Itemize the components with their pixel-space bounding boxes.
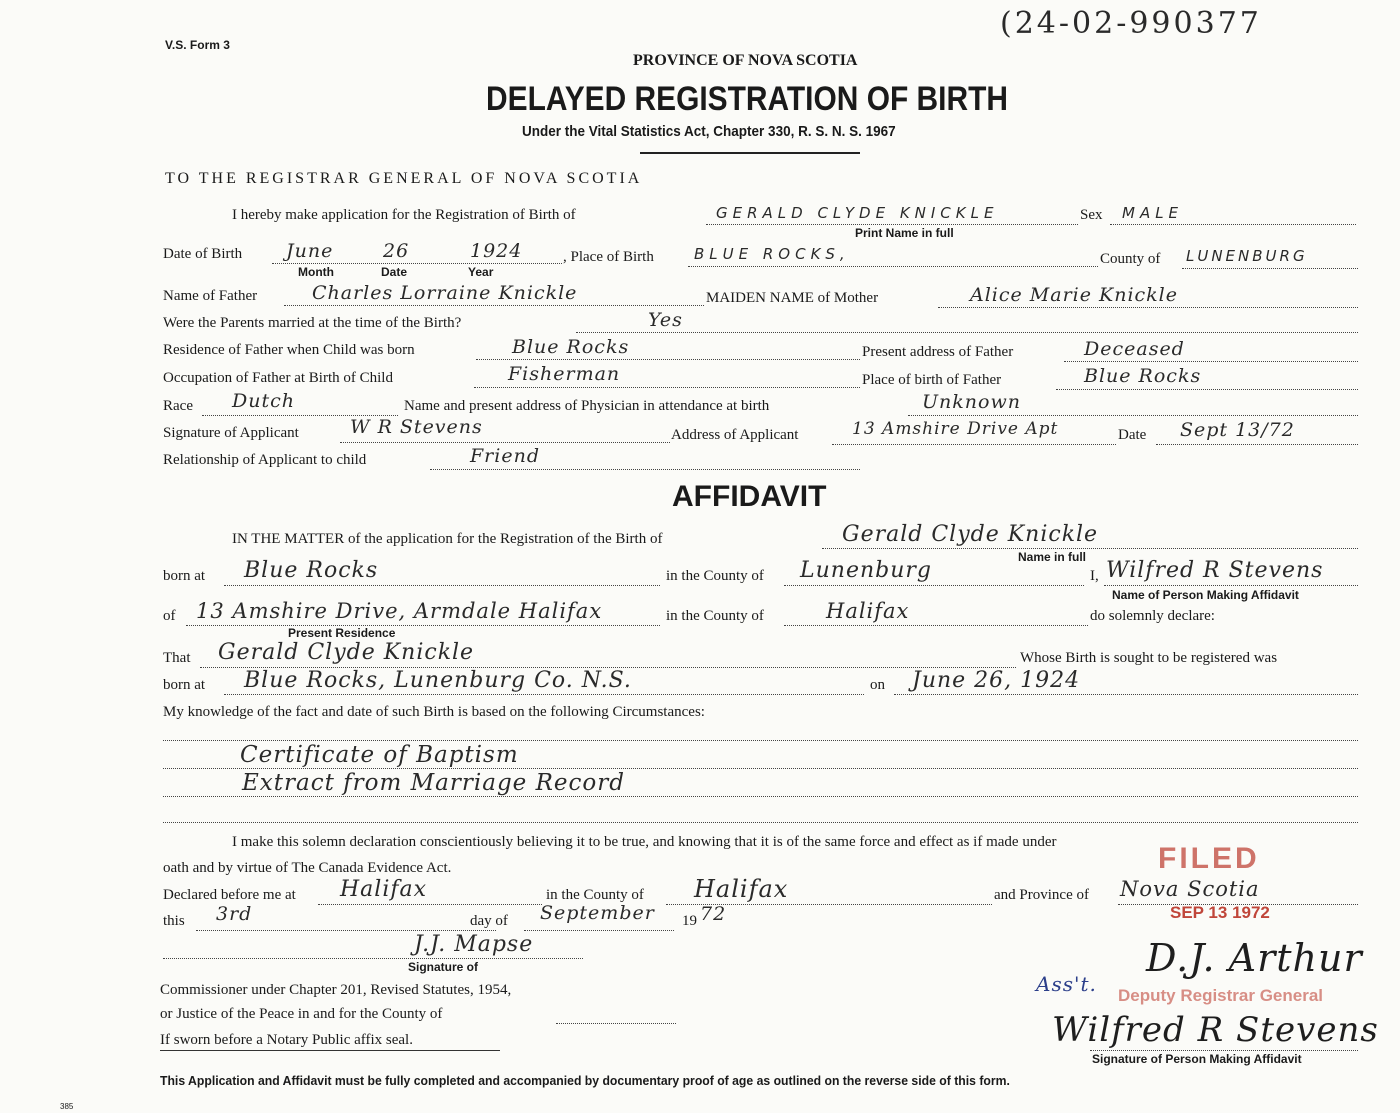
father-present-label: Present address of Father [862,344,1014,360]
father-res-line [476,359,860,360]
solemn-line-1: I make this solemn declaration conscientiously believing it to be true, and knowing that it is of the same force and effect as if made under [232,834,1057,850]
physician-line [908,415,1358,416]
relationship-line [430,469,860,470]
place-line [688,266,1098,267]
month-line [524,930,674,931]
sex-label: Sex [1080,207,1103,223]
knowledge-label: My knowledge of the fact and date of such Birth is based on the following Circumstances: [163,704,705,720]
circ-line-1 [163,740,1358,741]
file-number: (24-02-990377 [1000,6,1262,41]
that-label: That [163,650,191,666]
month-value: September [540,902,655,924]
born-at-value: Blue Rocks [244,558,379,583]
matter-label: IN THE MATTER of the application for the Registration of the Birth of [232,531,663,547]
occupation-label: Occupation of Father at Birth of Child [163,370,393,386]
page-title: DELAYED REGISTRATION OF BIRTH [486,80,1008,118]
child-name-value: GERALD CLYDE KNICKLE [716,204,999,222]
signature-label: Signature of Applicant [163,425,299,441]
county2-label: in the County of [666,608,764,624]
commissioner-line-3: If sworn before a Notary Public affix seal. [160,1032,413,1048]
year-prefix: 19 [682,913,697,929]
county-value: LUNENBURG [1186,247,1308,265]
page-subtitle: Under the Vital Statistics Act, Chapter 330, R. S. N. S. 1967 [522,123,896,140]
father-present-line [1064,361,1358,362]
commissioner-county-line [556,1023,676,1024]
affidavit-heading: AFFIDAVIT [672,480,827,513]
married-value: Yes [648,309,683,331]
that-name-value: Gerald Clyde Knickle [218,640,475,665]
residence-value: 13 Amshire Drive, Armdale Halifax [196,599,603,623]
dob-line [272,263,562,264]
date-hint: Date [381,265,408,279]
declared-line [318,904,542,905]
file-number-value: 24-02-990377 [1014,6,1262,41]
of-label: of [163,608,176,624]
relationship-value: Friend [470,445,540,467]
mother-label: MAIDEN NAME of Mother [706,290,879,306]
commissioner-sig-line [163,958,583,959]
signature-line [340,442,670,443]
day-line [196,930,496,931]
this-label: this [163,913,185,929]
declared-label: Declared before me at [163,887,296,903]
applicant-signature: W R Stevens [350,416,483,438]
commissioner-line-2: or Justice of the Peace in and for the County of [160,1006,443,1022]
mother-value: Alice Marie Knickle [970,284,1179,306]
intro-label: I hereby make application for the Registration of Birth of [232,207,576,223]
applicant-address-line [832,444,1116,445]
mother-line [938,307,1358,308]
father-birthplace-value: Blue Rocks [1084,365,1202,387]
place-label: , Place of Birth [563,249,654,265]
day-of-label: day of [470,913,508,929]
married-label: Were the Parents married at the time of the Birth? [163,315,462,331]
name-full-hint: Name in full [1018,550,1087,564]
date-value: Sept 13/72 [1180,419,1295,441]
province-heading: PROVINCE OF NOVA SCOTIA [633,52,858,69]
declare-label: do solemnly declare: [1090,608,1215,624]
circ-line-4 [163,822,1358,823]
deputy-stamp: Deputy Registrar General [1118,986,1324,1005]
sex-line [1110,224,1356,225]
deponent-signature: Wilfred R Stevens [1052,1010,1379,1050]
underline-rule [160,1050,500,1051]
filed-stamp: FILED [1158,842,1260,875]
married-line [576,332,1358,333]
circumstance-2: Extract from Marriage Record [242,770,625,796]
born-at-line [224,585,660,586]
race-value: Dutch [232,390,295,412]
father-value: Charles Lorraine Knickle [312,282,578,304]
decl-county-value: Halifax [694,875,789,903]
county2-value: Halifax [826,599,910,623]
corner-code: 385 [60,1102,74,1111]
circ-line-2 [163,768,1358,769]
place-value: BLUE ROCKS, [694,245,850,263]
father-label: Name of Father [163,288,258,304]
affidavit-county-label: in the County of [666,568,764,584]
province-value: Nova Scotia [1120,877,1260,901]
occupation-line [474,387,860,388]
occupation-value: Fisherman [508,363,621,385]
date-line [1156,444,1358,445]
declared-at-value: Halifax [340,877,428,902]
form-number: V.S. Form 3 [165,38,230,52]
born-at-label: born at [163,568,206,584]
circumstance-1: Certificate of Baptism [240,742,519,768]
year-hint: Year [468,265,494,279]
father-birthplace-line [1056,389,1358,390]
title-rule [640,152,860,154]
circ-line-3 [163,796,1358,797]
deponent-sig-line [1090,1050,1358,1051]
race-label: Race [163,398,193,414]
applicant-address-label: Address of Applicant [671,427,799,443]
asst-signature: Ass't. [1036,972,1097,996]
child-name-line [706,224,1078,225]
print-name-hint: Print Name in full [855,226,954,240]
filed-date-stamp: SEP 13 1972 [1170,903,1270,922]
deponent-value: Wilfred R Stevens [1106,558,1324,583]
day-value: 3rd [216,903,253,925]
physician-value: Unknown [922,391,1021,413]
month-hint: Month [298,265,334,279]
father-res-label: Residence of Father when Child was born [163,342,415,358]
father-line [284,305,704,306]
dob-label: Date of Birth [163,246,243,262]
county2-line [784,625,1088,626]
on-line [894,694,1358,695]
matter-name-value: Gerald Clyde Knickle [842,522,1099,547]
born-at2-label: born at [163,677,206,693]
on-label: on [870,677,885,693]
residence-hint: Present Residence [288,626,396,640]
footer-note: This Application and Affidavit must be fully completed and accompanied by documentary proof of age as outlined on the reverse side of this form. [160,1073,1010,1088]
residence-line [186,625,660,626]
applicant-address-value: 13 Amshire Drive Apt [852,419,1059,439]
relationship-label: Relationship of Applicant to child [163,452,367,468]
decl-county-label: in the County of [546,887,644,903]
physician-label: Name and present address of Physician in attendance at birth [404,398,770,414]
whose-label: Whose Birth is sought to be registered was [1020,650,1278,666]
dob-month-value: June [286,240,334,262]
father-present-value: Deceased [1084,338,1185,360]
born-at2-line [224,694,864,695]
registrar-signature: D.J. Arthur [1146,936,1363,980]
dob-year-value: 1924 [470,240,523,262]
father-birthplace-label: Place of birth of Father [862,372,1002,388]
commissioner-line-1: Commissioner under Chapter 201, Revised Statutes, 1954, [160,982,512,998]
year-suffix: 72 [700,903,727,925]
commissioner-signature: J.J. Mapse [414,932,534,957]
signature-of-hint: Signature of [408,960,479,974]
i-label: I, [1090,568,1099,584]
solemn-line-2: oath and by virtue of The Canada Evidence Act. [163,860,452,876]
county-line [1182,268,1358,269]
dob-date-value: 26 [383,240,410,262]
affidavit-county-line [784,585,1084,586]
county-label: County of [1100,251,1161,267]
date-label: Date [1118,427,1147,443]
deponent-hint: Name of Person Making Affidavit [1112,588,1299,602]
addressee: TO THE REGISTRAR GENERAL OF NOVA SCOTIA [165,170,643,187]
sex-value: MALE [1122,204,1184,222]
deponent-line [1104,585,1358,586]
deponent-sig-hint: Signature of Person Making Affidavit [1092,1052,1302,1066]
on-date-value: June 26, 1924 [912,668,1081,693]
affidavit-county-value: Lunenburg [800,558,932,583]
born-at2-value: Blue Rocks, Lunenburg Co. N.S. [244,668,632,693]
province-label: and Province of [994,887,1089,903]
matter-line [822,548,1358,549]
father-res-value: Blue Rocks [512,336,630,358]
